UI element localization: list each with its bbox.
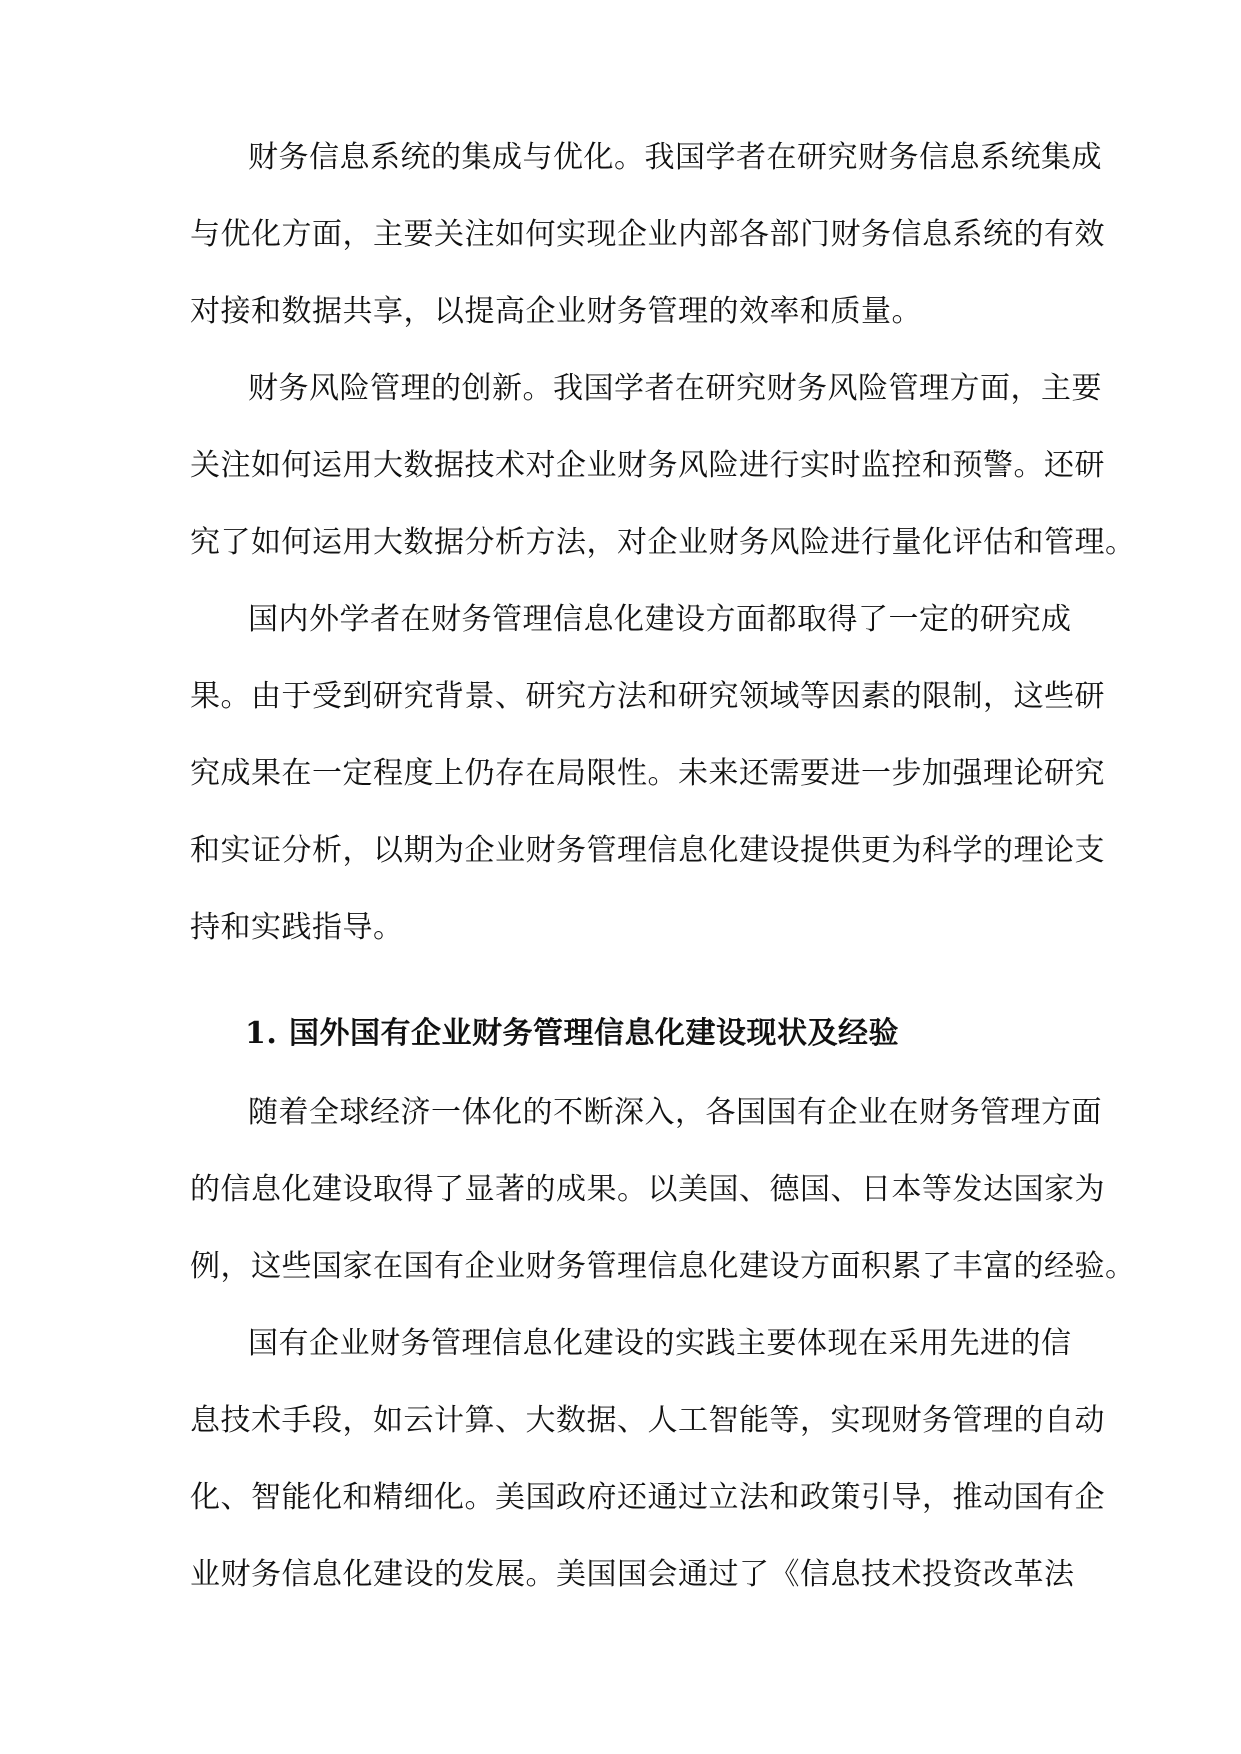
section-title: 国外国有企业财务管理信息化建设现状及经验 <box>289 1016 899 1051</box>
paragraph-line: 财务信息系统的集成与优化。我国学者在研究财务信息系统集成 <box>248 140 1102 175</box>
paragraph-line: 国有企业财务管理信息化建设的实践主要体现在采用先进的信 <box>248 1326 1072 1361</box>
paragraph-line: 财务风险管理的创新。我国学者在研究财务风险管理方面，主要 <box>248 371 1102 406</box>
paragraph-line: 化、智能化和精细化。美国政府还通过立法和政策引导，推动国有企 <box>190 1480 1105 1515</box>
section-heading <box>245 1014 899 1054</box>
paragraph-line: 持和实践指导。 <box>190 910 404 945</box>
paragraph-line: 息技术手段，如云计算、大数据、人工智能等，实现财务管理的自动 <box>190 1403 1105 1438</box>
paragraph-line: 业财务信息化建设的发展。美国国会通过了《信息技术投资改革法 <box>190 1557 1075 1592</box>
paragraph-line: 的信息化建设取得了显著的成果。以美国、德国、日本等发达国家为 <box>190 1172 1105 1207</box>
paragraph-line: 和实证分析，以期为企业财务管理信息化建设提供更为科学的理论支 <box>190 833 1105 868</box>
paragraph-line: 究了如何运用大数据分析方法，对企业财务风险进行量化评估和管理。 <box>190 525 1136 560</box>
paragraph-line: 果。由于受到研究背景、研究方法和研究领域等因素的限制，这些研 <box>190 679 1105 714</box>
paragraph-line: 与优化方面，主要关注如何实现企业内部各部门财务信息系统的有效 <box>190 217 1105 252</box>
paragraph-line: 随着全球经济一体化的不断深入，各国国有企业在财务管理方面 <box>248 1095 1102 1130</box>
paragraph-line: 关注如何运用大数据技术对企业财务风险进行实时监控和预警。还研 <box>190 448 1105 483</box>
paragraph-line: 究成果在一定程度上仍存在局限性。未来还需要进一步加强理论研究 <box>190 756 1105 791</box>
section-number: 1. <box>245 1016 278 1051</box>
paragraph-line: 对接和数据共享，以提高企业财务管理的效率和质量。 <box>190 294 922 329</box>
paragraph-line: 例，这些国家在国有企业财务管理信息化建设方面积累了丰富的经验。 <box>190 1249 1136 1284</box>
paragraph-line: 国内外学者在财务管理信息化建设方面都取得了一定的研究成 <box>248 602 1072 637</box>
